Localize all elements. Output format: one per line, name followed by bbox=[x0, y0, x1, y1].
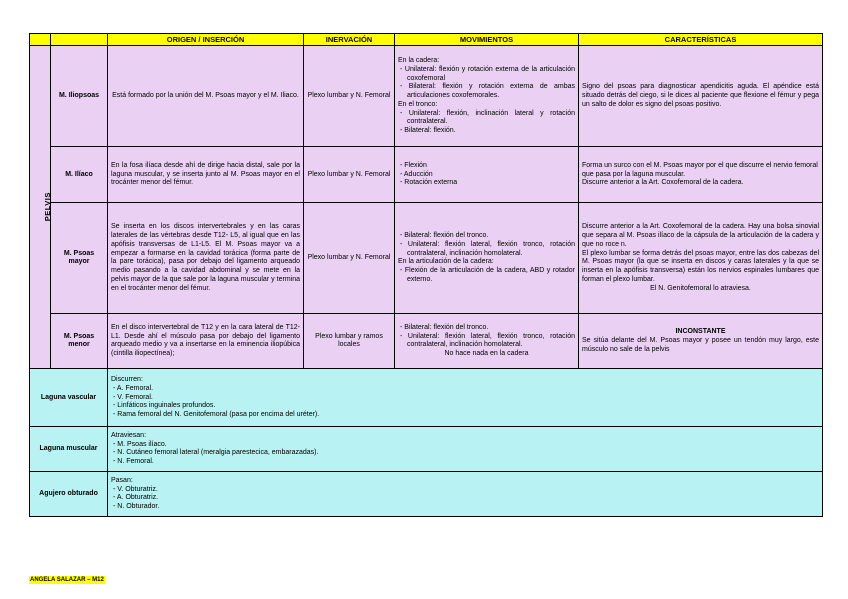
movement-item: - Rotación externa bbox=[398, 179, 575, 188]
movement-heading: En el tronco: bbox=[398, 100, 438, 108]
row-laguna-vascular bbox=[30, 369, 823, 427]
movimientos-note: No hace nada en la cadera bbox=[444, 350, 529, 358]
header-movimientos: MOVIMIENTOS bbox=[395, 34, 579, 46]
header-caracteristicas: CARACTERÍSTICAS bbox=[579, 34, 823, 46]
author-footer: ANGELA SALAZAR – M12 bbox=[30, 577, 104, 583]
region-title: Pasan: bbox=[111, 476, 133, 484]
movement-heading: En la articulación de la cadera: bbox=[398, 258, 494, 266]
muscle-name: M. Psoas mayor bbox=[51, 203, 108, 314]
movement-item: - Unilateral: flexión lateral, flexión tronco, rotación contralateral, inclinación homolateral. bbox=[398, 241, 575, 259]
header-blank bbox=[51, 34, 108, 46]
header-origen: ORIGEN / INSERCIÓN bbox=[108, 34, 304, 46]
region-item: - A. Femoral. bbox=[111, 385, 819, 394]
row-psoas-menor bbox=[30, 314, 823, 369]
region-name: Laguna muscular bbox=[30, 427, 108, 472]
caracteristicas-line: El N. Genitofemoral lo atraviesa. bbox=[650, 284, 751, 292]
caracteristicas-line: Discurre anterior a la Art. Coxofemoral de la cadera. bbox=[582, 179, 744, 187]
movement-heading: En la cadera: bbox=[398, 57, 440, 64]
caracteristicas-cell bbox=[579, 314, 823, 369]
movimientos-cell bbox=[395, 203, 579, 314]
region-content bbox=[108, 369, 823, 427]
movimientos-cell bbox=[395, 147, 579, 203]
section-pelvis bbox=[30, 46, 51, 369]
movement-item: - Bilateral: flexión del tronco. bbox=[398, 324, 575, 333]
region-item: - Rama femoral del N. Genitofemoral (pasa por encima del uréter). bbox=[111, 411, 819, 420]
inervacion-cell: Plexo lumbar y N. Femoral bbox=[304, 147, 395, 203]
caracteristicas-line: El plexo lumbar se forma detrás del psoas mayor, entre las dos cabezas del M. Psoas mayor (la que se inserta en discos y caras laterales y la que se inserta en la apófisis transversa) están los nervios espinales lumbares que forman el plexo lumbar. bbox=[582, 249, 819, 283]
header-inervacion: INERVACIÓN bbox=[304, 34, 395, 46]
row-laguna-muscular bbox=[30, 427, 823, 472]
caracteristicas-line: Forma un surco con el M. Psoas mayor por el que discurre el nervio femoral que pasa por la laguna muscular. bbox=[582, 161, 818, 178]
region-item: - V. Obturatriz. bbox=[111, 486, 819, 495]
anatomy-table bbox=[29, 33, 823, 517]
inconstante-label: INCONSTANTE bbox=[675, 328, 726, 336]
origen-cell: Está formado por la unión del M. Psoas mayor y el M. Iliaco. bbox=[108, 46, 304, 147]
movimientos-cell bbox=[395, 314, 579, 369]
muscle-name: M. Ilíaco bbox=[51, 147, 108, 203]
caracteristicas-cell bbox=[579, 203, 823, 314]
caracteristicas-cell bbox=[579, 147, 823, 203]
region-name: Agujero obturado bbox=[30, 472, 108, 517]
movement-item: - Flexión de la articulación de la cadera, ABD y rotador externo. bbox=[398, 267, 575, 285]
header-row bbox=[30, 34, 823, 46]
region-item: - Linfáticos inguinales profundos. bbox=[111, 402, 819, 411]
origen-cell: En la fosa ilíaca desde ahí de dirige hacia distal, sale por la laguna muscular, y se inserta junto al M. Psoas mayor en el trocánter menor del fémur. bbox=[108, 147, 304, 203]
row-iliopsoas bbox=[30, 46, 823, 147]
caracteristicas-cell: Signo del psoas para diagnosticar apendicitis aguda. El apéndice está situado detrás del ciego, si le dices al paciente que flexione el fémur y pega un salto de dolor es signo del psoas positivo. bbox=[579, 46, 823, 147]
movement-item: - Bilateral: flexión. bbox=[398, 127, 575, 136]
region-item: - N. Obturador. bbox=[111, 503, 819, 512]
row-iliaco bbox=[30, 147, 823, 203]
region-item: - A. Obturatriz. bbox=[111, 494, 819, 503]
movement-item: - Bilateral: flexión y rotación externa de ambas articulaciones coxofemorales. bbox=[398, 83, 575, 101]
region-item: - M. Psoas ilíaco. bbox=[111, 441, 819, 450]
movement-item: - Unilateral: flexión lateral, flexión tronco, rotación contralateral, inclinación homolateral. bbox=[398, 333, 575, 351]
muscle-name: M. Psoas menor bbox=[51, 314, 108, 369]
movement-item: - Flexión bbox=[398, 162, 575, 171]
movement-item: - Unilateral: flexión y rotación externa de la articulación coxofemoral bbox=[398, 66, 575, 84]
region-item: - N. Cutáneo femoral lateral (meralgia parestecica, embarazadas). bbox=[111, 449, 819, 458]
inervacion-cell: Plexo lumbar y N. Femoral bbox=[304, 46, 395, 147]
region-content bbox=[108, 427, 823, 472]
muscle-name: M. Iliopsoas bbox=[51, 46, 108, 147]
movement-item: - Aducción bbox=[398, 171, 575, 180]
inervacion-cell: Plexo lumbar y ramos locales bbox=[304, 314, 395, 369]
header-blank bbox=[30, 34, 51, 46]
region-content bbox=[108, 472, 823, 517]
origen-cell: Se inserta en los discos intervertebrales y en las caras laterales de las vértebras desde T12- L5, al igual que en las apófisis transversas de L1-L5. El M. Psoas mayor va a empezar a formarse en la cavidad torácica (forma parte de la pare torácica), pasa por debajo del ligamento arqueado medio pasando a la cavidad abdominal y se mete en la pelvis mayor de la que sale por la laguna muscular y termina en el trocánter menor del fémur. bbox=[108, 203, 304, 314]
movimientos-cell bbox=[395, 46, 579, 147]
region-item: - N. Femoral. bbox=[111, 458, 819, 467]
section-label: PELVIS bbox=[42, 192, 52, 222]
movement-item: - Bilateral: flexión del tronco. bbox=[398, 232, 575, 241]
caracteristicas-line: Se sitúa delante del M. Psoas mayor y posee un tendón muy largo, este músculo no sale de la pelvis bbox=[582, 337, 819, 353]
caracteristicas-line: Discurre anterior a la Art. Coxofemoral de la cadera. Hay una bolsa sinovial que separa al M. Psoas ilíaco de la cápsula de la articulación de la cadera y que no roce n. bbox=[582, 223, 819, 248]
row-agujero-obturado bbox=[30, 472, 823, 517]
region-title: Discurren: bbox=[111, 376, 143, 383]
origen-cell: En el disco intervertebral de T12 y en la cara lateral de T12-L1. Desde ahí el músculo pasa por debajo del ligamento arqueado medio y va a insertarse en la eminencia iliopúbica (cintilla iliopectínea); bbox=[108, 314, 304, 369]
region-title: Atraviesan: bbox=[111, 431, 147, 439]
movement-item: - Unilateral: flexión, inclinación lateral y rotación contralateral. bbox=[398, 110, 575, 128]
region-name: Laguna vascular bbox=[30, 369, 108, 427]
region-item: - V. Femoral. bbox=[111, 394, 819, 403]
inervacion-cell: Plexo lumbar y N. Femoral bbox=[304, 203, 395, 314]
row-psoas-mayor bbox=[30, 203, 823, 314]
